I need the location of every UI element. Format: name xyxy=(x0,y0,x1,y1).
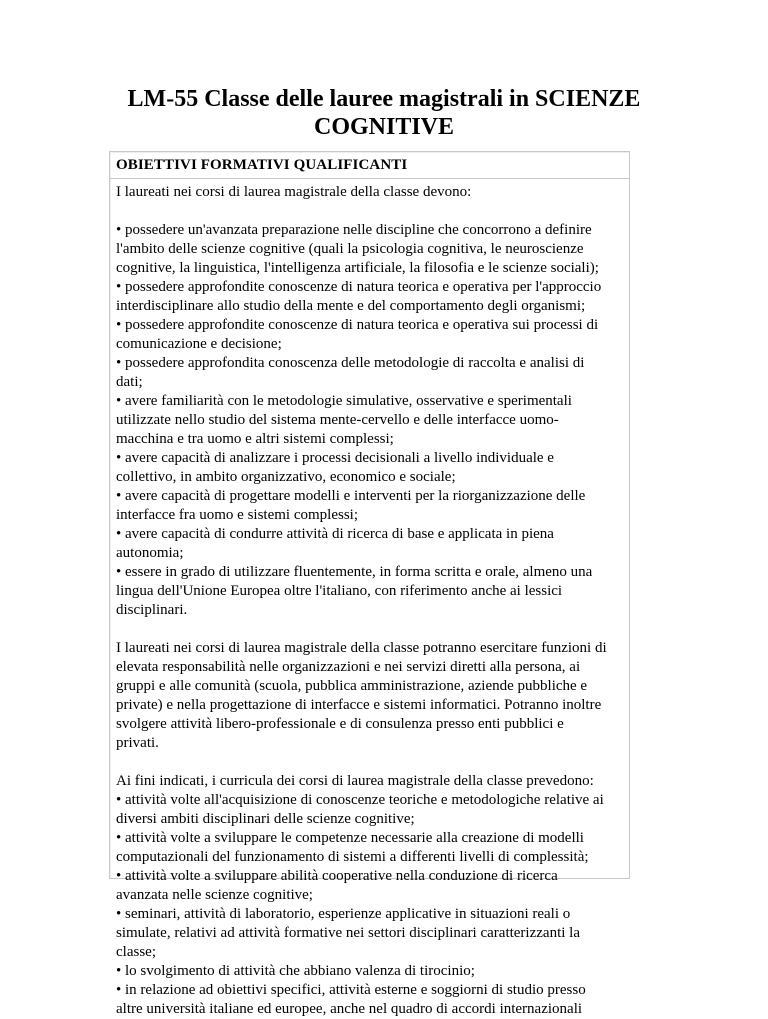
text-line: altre università italiane ed europee, anche nel quadro di accordi internazionali xyxy=(116,1001,583,1017)
text-line: macchina e tra uomo e altri sistemi complessi; xyxy=(116,431,394,447)
text-line: autonomia; xyxy=(116,545,184,561)
page-title-line-2: COGNITIVE xyxy=(313,114,455,140)
text-line: Ai fini indicati, i curricula dei corsi di laurea magistrale della classe prevedono: xyxy=(116,773,594,789)
text-line: • possedere approfondite conoscenze di natura teorica e operativa sui processi di xyxy=(116,317,599,333)
text-line: • avere capacità di progettare modelli e interventi per la riorganizzazione delle xyxy=(116,488,586,504)
text-line: • attività volte all'acquisizione di conoscenze teoriche e metodologiche relative ai xyxy=(116,792,604,808)
text-line: privati. xyxy=(116,735,159,751)
text-line: I laureati nei corsi di laurea magistrale della classe potranno esercitare funzioni di xyxy=(116,640,607,656)
text-line: svolgere attività libero-professionale e di consulenza presso enti pubblici e xyxy=(116,716,564,732)
text-line: dati; xyxy=(116,374,143,390)
section-paragraph xyxy=(116,772,623,1019)
text-line: comunicazione e decisione; xyxy=(116,336,282,352)
text-line: private) e nella progettazione di interfacce e sistemi informatici. Potranno inoltre xyxy=(116,697,602,713)
text-line: • possedere approfondite conoscenze di natura teorica e operativa per l'approccio xyxy=(116,279,602,295)
section-body xyxy=(110,179,629,1019)
text-line: interfacce fra uomo e sistemi complessi; xyxy=(116,507,358,523)
text-line: • avere capacità di analizzare i processi decisionali a livello individuale e xyxy=(116,450,554,466)
text-line: • attività volte a sviluppare abilità cooperative nella conduzione di ricerca xyxy=(116,868,558,884)
section-paragraph xyxy=(116,221,623,620)
text-line: computazionali del funzionamento di sistemi a differenti livelli di complessità; xyxy=(116,849,589,865)
text-line: diversi ambiti disciplinari delle scienze cognitive; xyxy=(116,811,415,827)
text-line: • in relazione ad obiettivi specifici, attività esterne e soggiorni di studio presso xyxy=(116,982,586,998)
text-line: utilizzate nello studio del sistema mente-cervello e delle interfacce uomo- xyxy=(116,412,559,428)
text-line: gruppi e alle comunità (scuola, pubblica amministrazione, aziende pubbliche e xyxy=(116,678,588,694)
text-line: avanzata nelle scienze cognitive; xyxy=(116,887,313,903)
page-title-line-1: LM-55 Classe delle lauree magistrali in SCIENZE xyxy=(127,86,641,112)
text-line: • avere familiarità con le metodologie simulative, osservative e sperimentali xyxy=(116,393,572,409)
text-line: classe; xyxy=(116,944,156,960)
section-box xyxy=(109,151,630,1017)
section-paragraph xyxy=(116,639,623,753)
text-line: collettivo, in ambito organizzativo, economico e sociale; xyxy=(116,469,456,485)
text-line: disciplinari. xyxy=(116,602,188,618)
text-line: • attività volte a sviluppare le competenze necessarie alla creazione di modelli xyxy=(116,830,584,846)
text-line: I laureati nei corsi di laurea magistrale della classe devono: xyxy=(116,184,472,200)
text-line: cognitive, la linguistica, l'intelligenza artificiale, la filosofia e le scienze sociali); xyxy=(116,260,599,276)
text-line: lingua dell'Unione Europea oltre l'italiano, con riferimento anche ai lessici xyxy=(116,583,563,599)
section-paragraph xyxy=(116,183,623,202)
text-line: simulate, relativi ad attività formative nei settori disciplinari caratterizzanti la xyxy=(116,925,580,941)
text-line: l'ambito delle scienze cognitive (quali la psicologia cognitiva, le neuroscienze xyxy=(116,241,584,257)
text-line: elevata responsabilità nelle organizzazioni e nei servizi diretti alla persona, ai xyxy=(116,659,581,675)
text-line: interdisciplinare allo studio della mente e del comportamento degli organismi; xyxy=(116,298,586,314)
section-header: OBIETTIVI FORMATIVI QUALIFICANTI xyxy=(110,152,629,179)
page-title xyxy=(0,85,768,141)
text-line: • essere in grado di utilizzare fluentemente, in forma scritta e orale, almeno una xyxy=(116,564,593,580)
text-line: • seminari, attività di laboratorio, esperienze applicative in situazioni reali o xyxy=(116,906,571,922)
text-line: • possedere approfondita conoscenza delle metodologie di raccolta e analisi di xyxy=(116,355,585,371)
text-line: • avere capacità di condurre attività di ricerca di base e applicata in piena xyxy=(116,526,554,542)
text-line: • lo svolgimento di attività che abbiano valenza di tirocinio; xyxy=(116,963,475,979)
text-line: • possedere un'avanzata preparazione nelle discipline che concorrono a definire xyxy=(116,222,592,238)
